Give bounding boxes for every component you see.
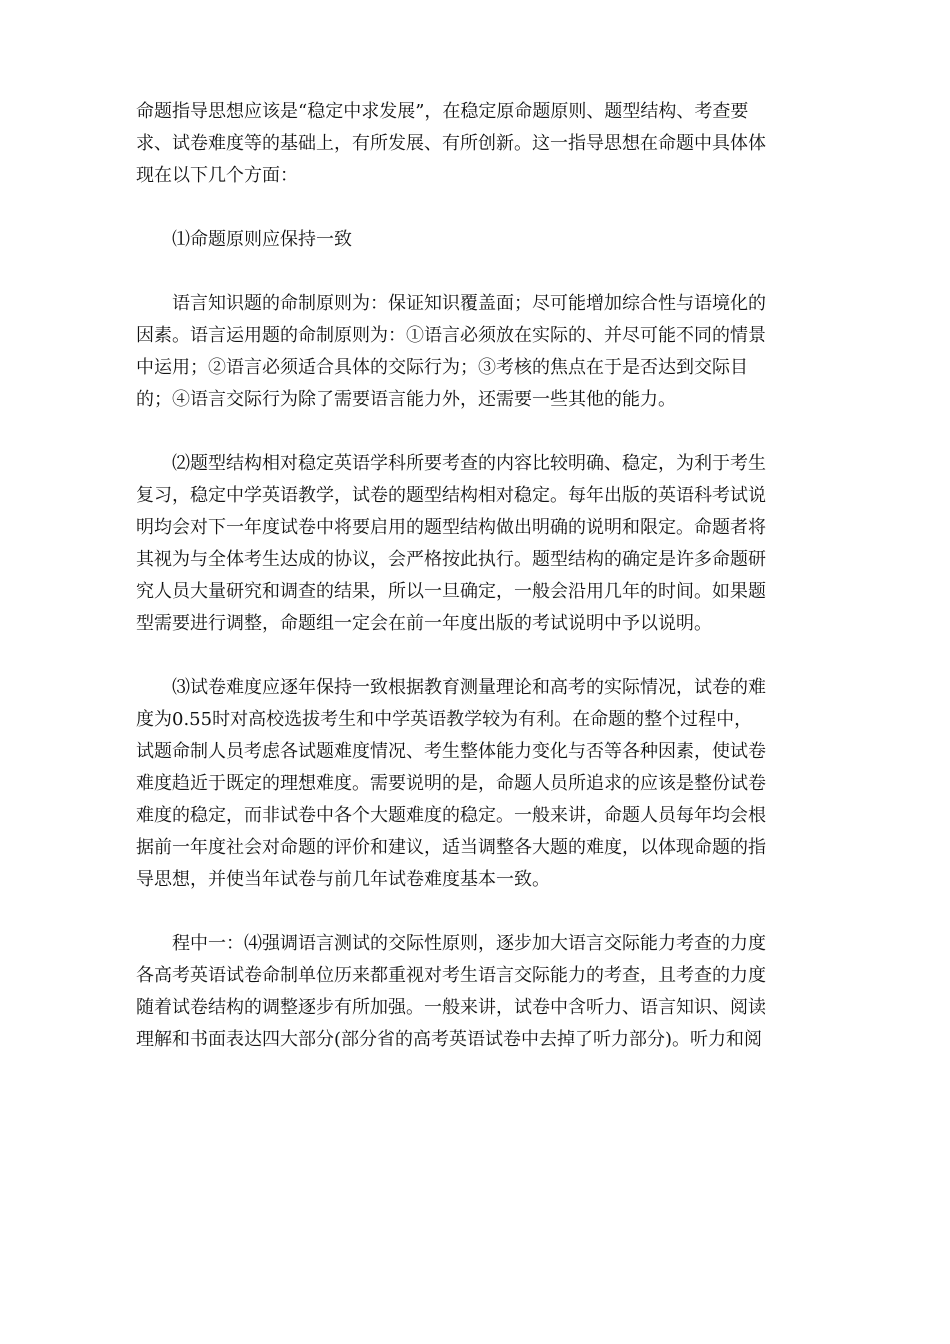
text-line: 命题指导思想应该是“稳定中求发展”，在稳定原命题原则、题型结构、考查要	[136, 101, 749, 122]
text-line: 求、试卷难度等的基础上，有所发展、有所创新。这一指导思想在命题中具体体	[136, 133, 766, 154]
text-line: 语言知识题的命制原则为：保证知识覆盖面；尽可能增加综合性与语境化的	[172, 293, 766, 314]
text-line: 复习，稳定中学英语教学，试卷的题型结构相对稳定。每年出版的英语科考试说	[136, 485, 766, 506]
paragraph-structure	[136, 448, 820, 640]
text-line: 的；④语言交际行为除了需要语言能力外，还需要一些其他的能力。	[136, 389, 676, 410]
text-line: 程中一：⑷强调语言测试的交际性原则，逐步加大语言交际能力考查的力度	[172, 933, 766, 954]
text-line: 随着试卷结构的调整逐步有所加强。一般来讲，试卷中含听力、语言知识、阅读	[136, 997, 766, 1018]
text-line: 度为0.55时对高校选拔考生和中学英语教学较为有利。在命题的整个过程中，	[136, 709, 753, 730]
text-line: 明均会对下一年度试卷中将要启用的题型结构做出明确的说明和限定。命题者将	[136, 517, 766, 538]
text-line: 难度的稳定，而非试卷中各个大题难度的稳定。一般来讲，命题人员每年均会根	[136, 805, 766, 826]
text-line: 究人员大量研究和调查的结果，所以一旦确定，一般会沿用几年的时间。如果题	[136, 581, 766, 602]
text-line: ⑵题型结构相对稳定英语学科所要考查的内容比较明确、稳定，为利于考生	[172, 453, 766, 474]
text-line: 理解和书面表达四大部分(部分省的高考英语试卷中去掉了听力部分)。听力和阅	[136, 1029, 763, 1050]
text-line: 中运用；②语言必须适合具体的交际行为；③考核的焦点在于是否达到交际目	[136, 357, 748, 378]
paragraph-difficulty	[136, 672, 820, 896]
text-line: 据前一年度社会对命题的评价和建议，适当调整各大题的难度，以体现命题的指	[136, 837, 766, 858]
text-line: 因素。语言运用题的命制原则为：①语言必须放在实际的、并尽可能不同的情景	[136, 325, 766, 346]
text-line: 试题命制人员考虑各试题难度情况、考生整体能力变化与否等各种因素，使试卷	[136, 741, 766, 762]
paragraph-heading-1	[136, 224, 820, 256]
document-body	[136, 96, 820, 1088]
text-line: 各高考英语试卷命制单位历来都重视对考生语言交际能力的考查，且考查的力度	[136, 965, 766, 986]
text-line: 导思想，并使当年试卷与前几年试卷难度基本一致。	[136, 869, 550, 890]
text-line: 现在以下几个方面：	[136, 165, 298, 186]
text-line: 型需要进行调整，命题组一定会在前一年度出版的考试说明中予以说明。	[136, 613, 712, 634]
paragraph-guiding-idea	[136, 96, 820, 192]
paragraph-principles	[136, 288, 820, 416]
text-line: ⑴命题原则应保持一致	[172, 229, 352, 250]
text-line: ⑶试卷难度应逐年保持一致根据教育测量理论和高考的实际情况，试卷的难	[172, 677, 766, 698]
text-line: 其视为与全体考生达成的协议，会严格按此执行。题型结构的确定是许多命题研	[136, 549, 766, 570]
paragraph-communicative	[136, 928, 820, 1056]
text-line: 难度趋近于既定的理想难度。需要说明的是，命题人员所追求的应该是整份试卷	[136, 773, 766, 794]
